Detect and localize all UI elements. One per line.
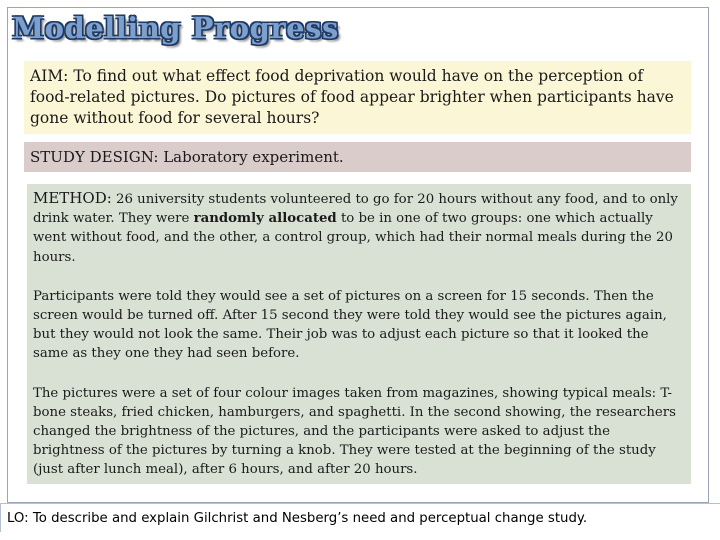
method-p1-part1: 26 university students volunteered to go for 20 hours without any food, and to only drink water. They were	[33, 192, 678, 227]
method-box	[27, 184, 691, 484]
study-design-box	[24, 142, 691, 172]
method-paragraph-3: The pictures were a set of four colour images taken from magazines, showing typical meals: T-bone steaks, fried chicken, hamburgers, and spaghetti. In the second showing, the researchers changed the brightness of the pictures, and the participants were asked to adjust the brightness of the pictures by turning a knob. They were tested at the beginning of the study (just after lunch meal), after 6 hours, and after 20 hours.	[33, 385, 676, 478]
method-label: METHOD:	[33, 189, 112, 207]
method-paragraph-2: Participants were told they would see a set of pictures on a screen for 15 seconds. Then the screen would be turned off. After 15 second they were told they would see the pictures again, but they would not look the same. Their job was to adjust each picture so that it looked the same as they one they had seen before.	[33, 288, 667, 362]
learning-objective-text: LO: To describe and explain Gilchrist and Nesberg’s need and perceptual change study.	[7, 511, 588, 526]
page-title: Modelling Progress	[12, 11, 339, 45]
method-p1-part2: to be in one of two groups: one which actually went without food, and the other, a control group, which had their normal meals during the 20 hours.	[33, 211, 673, 265]
aim-text: AIM: To find out what effect food deprivation would have on the perception of food-related pictures. Do pictures of food appear brighter when participants have gone without food for several hours?	[30, 67, 674, 127]
random-allocation-emphasis: randomly allocated	[193, 211, 337, 227]
study-design-text: STUDY DESIGN: Laboratory experiment.	[30, 148, 344, 166]
learning-objective-bar	[0, 503, 720, 532]
aim-box	[24, 61, 691, 134]
method-paragraph-1	[33, 189, 685, 267]
